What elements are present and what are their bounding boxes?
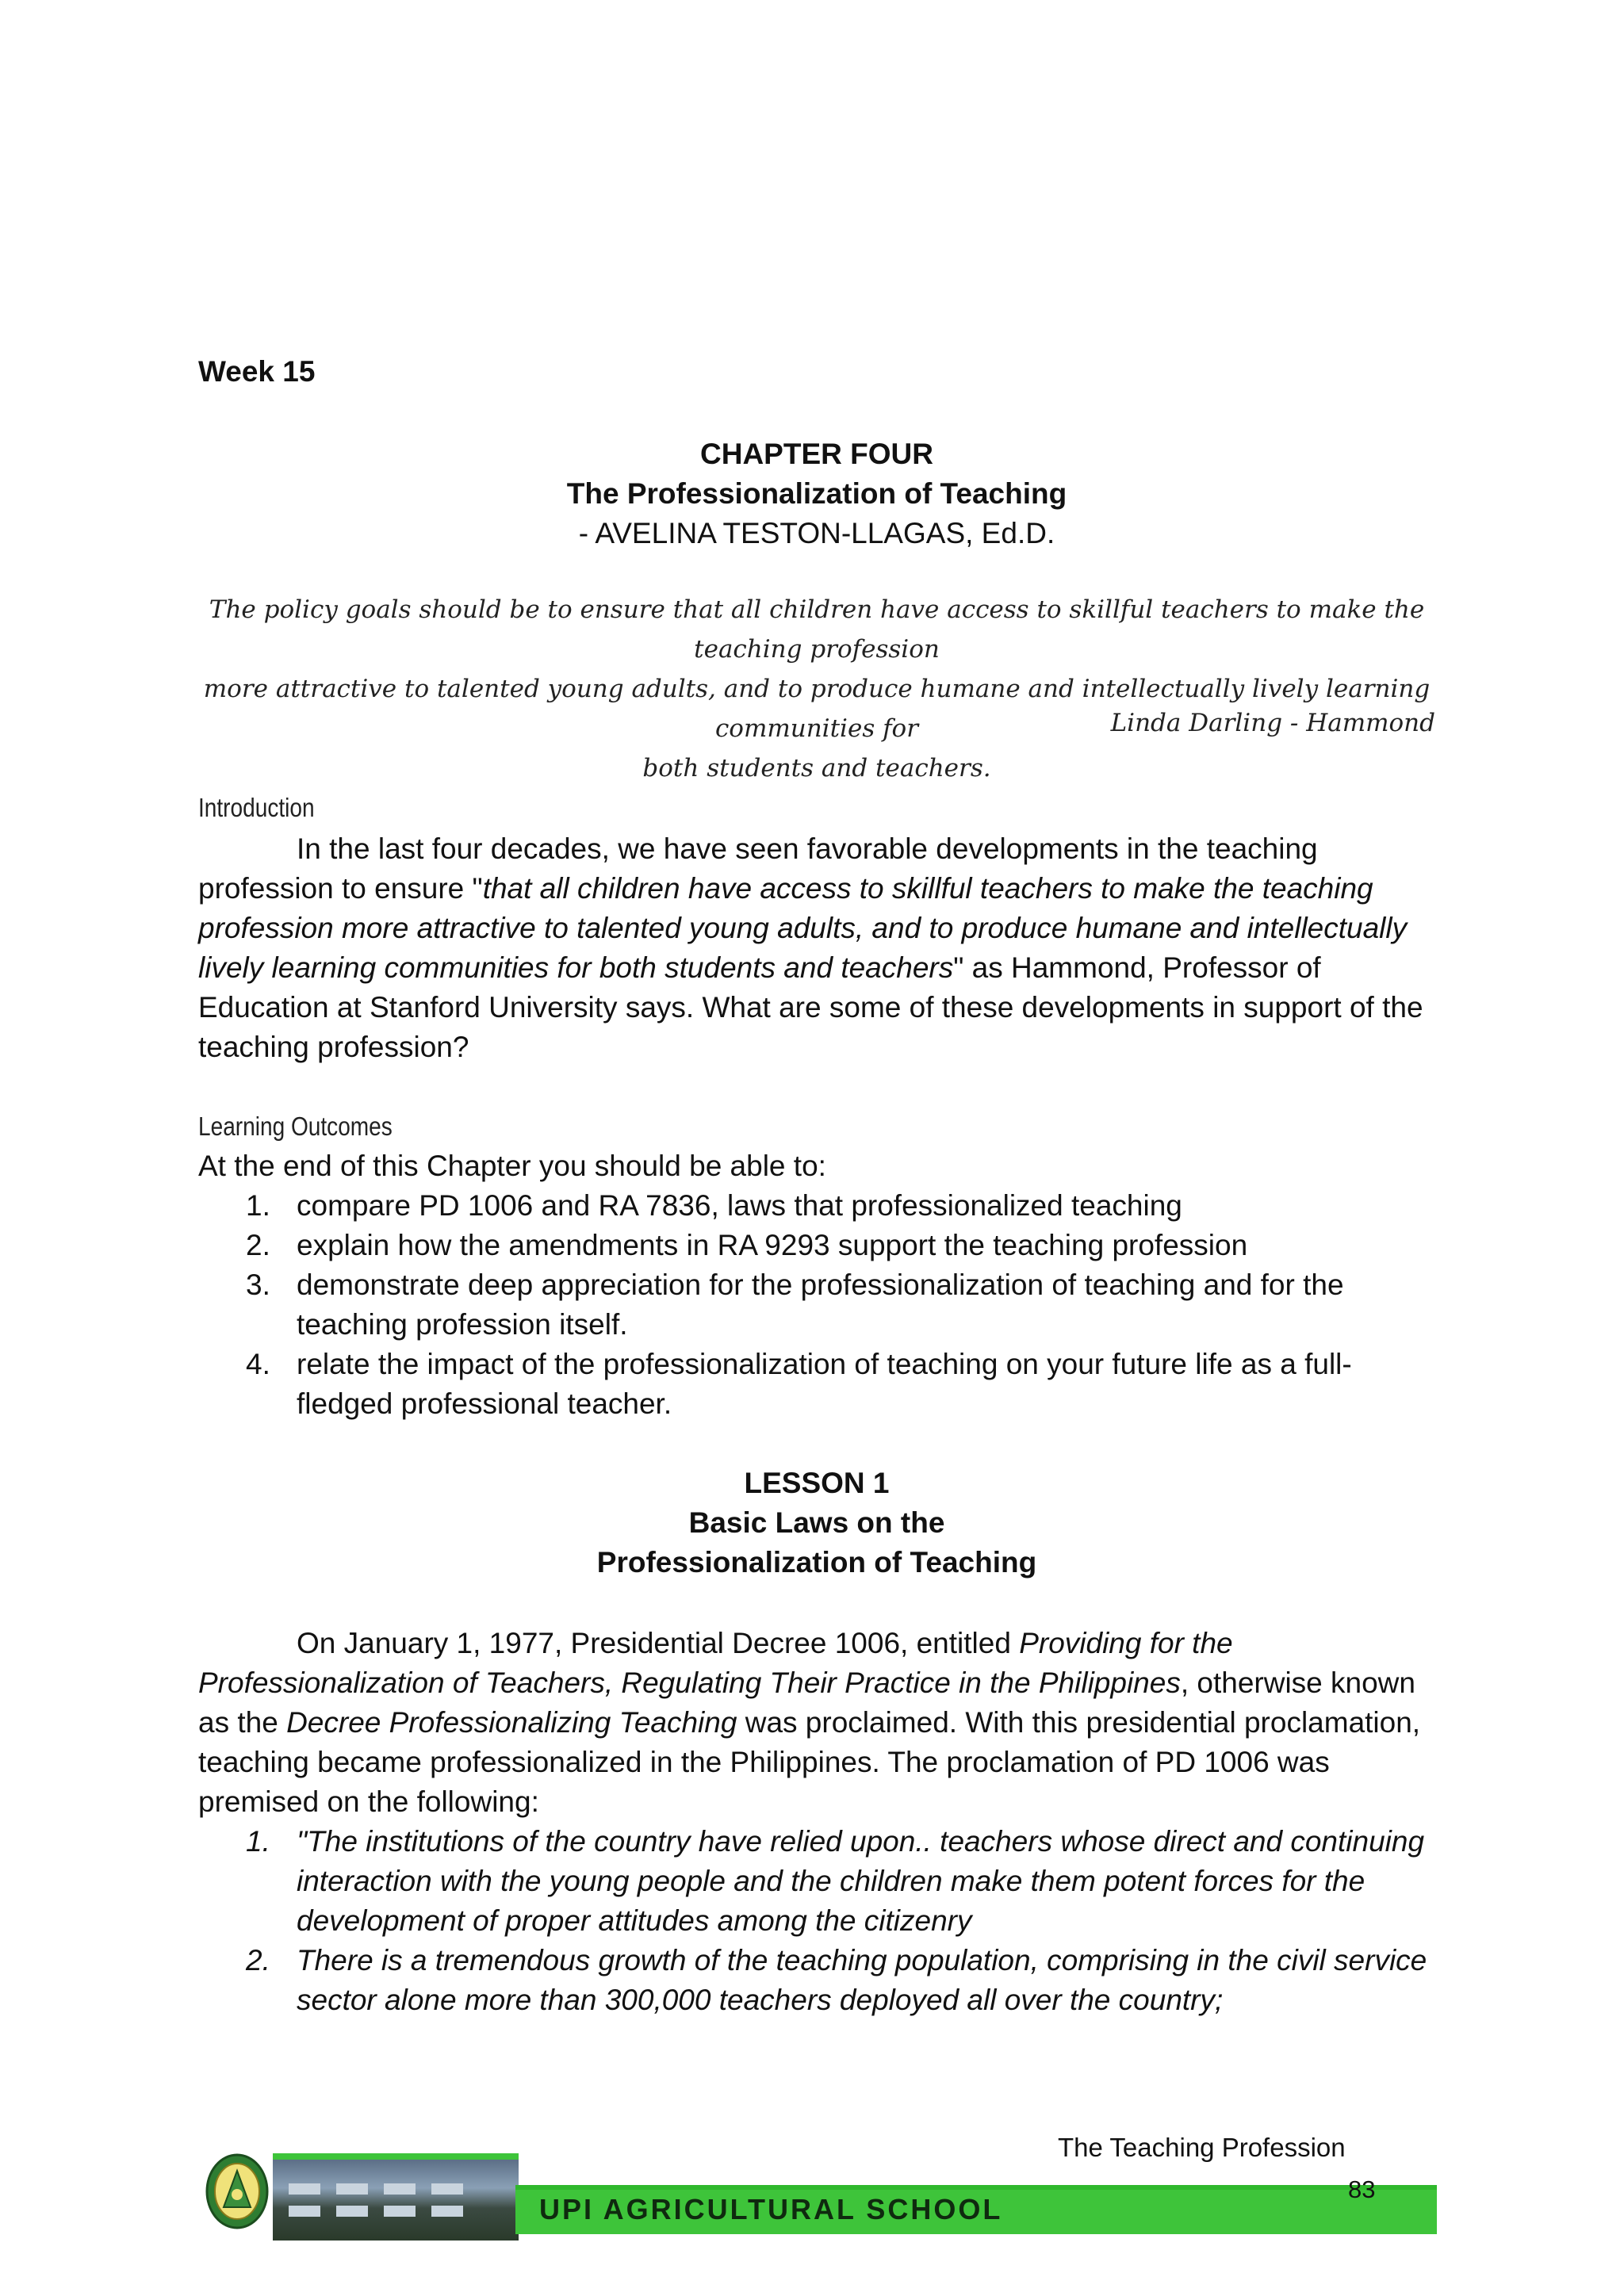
introduction-paragraph [198,829,1443,1067]
list-text: There is a tremendous growth of the teaching population, comprising in the civil service sector alone more than 300,000 teachers deployed all over the country; [297,1944,1427,2016]
lesson-subtitle: Professionalization of Teaching [596,1546,1037,1578]
list-text: "The institutions of the country have relied upon.. teachers whose direct and continuing interaction with the young people and the children make them potent forces for the development of proper attitudes among the citizenry [297,1825,1425,1937]
learning-outcomes-heading: Learning Outcomes [198,1112,393,1141]
epigraph-line: more attractive to talented young adults, and to produce humane and intellectually lively learning communities for [203,675,1431,743]
list-text: compare PD 1006 and RA 7836, laws that professionalized teaching [297,1189,1182,1222]
intro-quote: that all children have access to skillful teachers to make the teaching profession more attractive to talented young adults, and to produce humane and intellectually lively learning communities for both students and teachers [198,872,1408,984]
list-number: 4. [246,1348,270,1380]
chapter-title: CHAPTER FOUR [700,438,933,470]
decree-title: Providing for the Professionalization of Teachers, Regulating Their Practice in the Philippines [198,1627,1233,1699]
list-item [198,1265,1443,1345]
school-building-photo [273,2153,519,2241]
school-seal-icon [205,2152,270,2231]
lesson-paragraph [198,1624,1443,1822]
list-item [198,1226,1443,1265]
decree-alias: Decree Professionalizing Teaching [286,1706,737,1739]
school-name: UPI AGRICULTURAL SCHOOL [539,2193,1003,2225]
lesson-text: On January 1, 1977, Presidential Decree 1006, entitled [297,1627,1020,1659]
epigraph [198,590,1435,788]
list-text: demonstrate deep appreciation for the professionalization of teaching and for the teaching profession itself. [297,1269,1344,1341]
introduction-heading: Introduction [198,793,315,822]
list-number: 2. [246,1944,270,1976]
lesson-subtitle: Basic Laws on the [688,1506,945,1539]
lesson-title: LESSON 1 [744,1467,890,1499]
list-item [198,1186,1443,1226]
page-number: 83 [1348,2175,1376,2203]
learning-outcomes-list [198,1186,1443,1424]
epigraph-line: both students and teachers. [642,754,991,783]
list-number: 3. [246,1269,270,1301]
list-item [198,1941,1443,2020]
epigraph-attribution: Linda Darling - Hammond [1110,709,1435,737]
chapter-author: - AVELINA TESTON-LLAGAS, Ed.D. [578,517,1055,549]
intro-text: In the last four decades, we have seen favorable developments in the teaching profession to ensure " [198,832,1318,905]
list-item [198,1822,1443,1941]
list-number: 1. [246,1189,270,1222]
list-text: explain how the amendments in RA 9293 support the teaching profession [297,1229,1248,1261]
list-item [198,1345,1443,1424]
list-text: relate the impact of the professionalization of teaching on your future life as a full-fledged professional teacher. [297,1348,1352,1420]
epigraph-line: The policy goals should be to ensure that all children have access to skillful teachers to make the teaching profession [209,595,1425,664]
week-label: Week 15 [198,355,316,388]
intro-text: " as Hammond, Professor of Education at Stanford University says. What are some of these developments in support of the teaching profession? [198,951,1423,1063]
lesson-text: , otherwise known as the [198,1667,1415,1739]
footer-book-title: The Teaching Profession [1058,2133,1346,2162]
lesson-text: was proclaimed. With this presidential proclamation, teaching became professionalized in the Philippines. The proclamation of PD 1006 was premised on the following: [198,1706,1421,1818]
list-number: 2. [246,1229,270,1261]
chapter-subtitle: The Professionalization of Teaching [566,477,1067,510]
premise-list [198,1822,1443,2020]
list-number: 1. [246,1825,270,1858]
learning-outcomes-lead: At the end of this Chapter you should be able to: [198,1150,826,1182]
